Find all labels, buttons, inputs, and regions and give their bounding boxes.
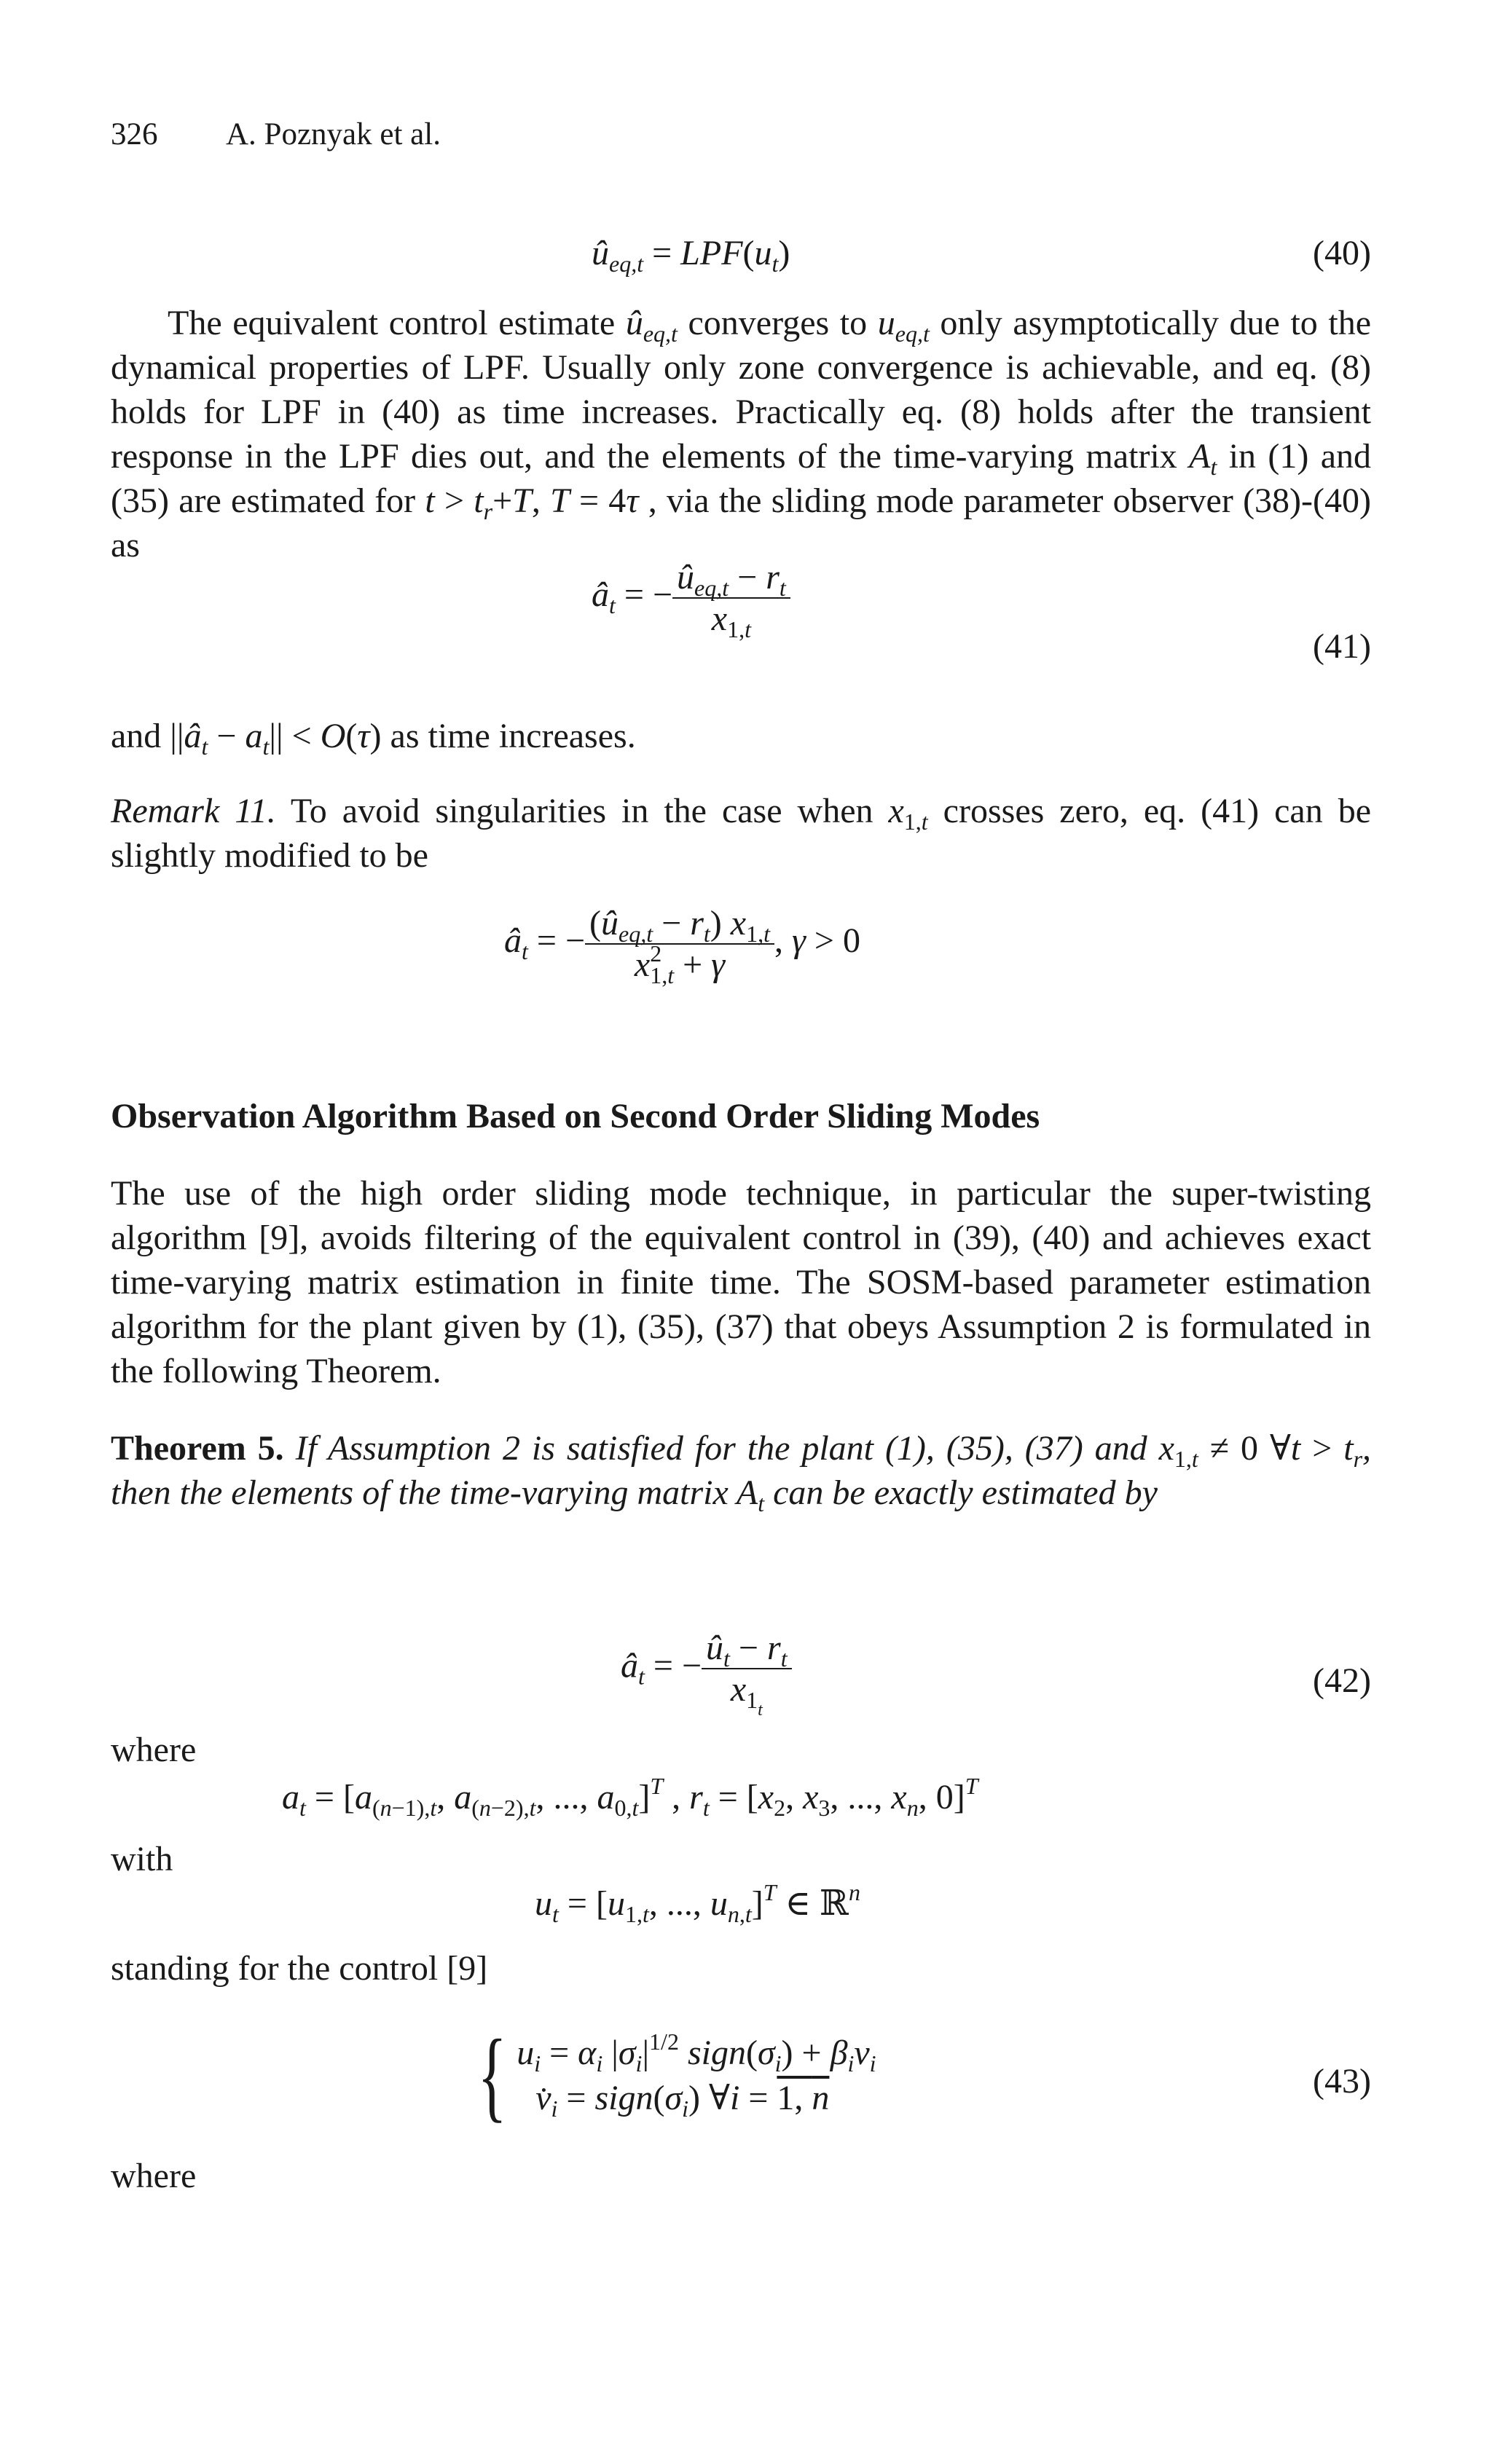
paragraph: The use of the high order sliding mode technique, in particular the super-twisting algorithm [9], avoids filtering of the equivalent control in (39), (40) and achieves exact time-varying matrix estimation in finite time. The SOSM-based parameter estimation algorithm for the plant given by (1), (35), (37) that obeys Assumption 2 is formulated in the following Theorem.: [111, 1174, 1371, 1390]
page-number: 326: [111, 117, 158, 151]
equation-number: (40): [1313, 234, 1371, 272]
running-authors: A. Poznyak et al.: [226, 117, 441, 151]
equation-number: (42): [1313, 1661, 1371, 1700]
paragraph: and $||â_t - a_t|| < O(\tau)$ as time increases.: [111, 717, 636, 760]
word-with: with: [111, 1840, 173, 1878]
word-where: where: [111, 2157, 197, 2195]
equation-number: (41): [1313, 627, 1371, 666]
theorem: Theorem 5. If Assumption 2 is satisfied for the plant (1), (35), (37) and $x_{1,t} \ne 0$ ∀t > $t_r$, then the elements of the time-varying matrix $A_t$ can be exactly estimated by: [111, 1429, 1372, 1516]
paragraph: The equivalent control estimate $û_{eq,t}$ converges to $u_{eq,t}$ only asymptotically due to the dynamical properties of LPF. Usually only zone convergence is achievable, and eq. (8) holds for LPF in (40) as time increases. Practically eq. (8) holds after the transient response in the LPF dies out, and the elements of the time-varying matrix $A_t$ in (1) and (35) are estimated for $t > t_r+T$, T = 4τ , via the sliding mode parameter observer (38)-(40) as: [111, 304, 1372, 564]
word-where: where: [111, 1731, 197, 1769]
standing-for-text: standing for the control [9]: [111, 1949, 488, 1988]
remark-label: Remark 11.: [111, 792, 276, 830]
section-heading: Observation Algorithm Based on Second Order Sliding Modes: [111, 1097, 1040, 1135]
equation-number: (43): [1313, 2062, 1371, 2101]
remark: Remark 11. To avoid singularities in the case when $x_{1,t}$ crosses zero, eq. (41) can be slightly modified to be: [111, 792, 1371, 875]
theorem-label: Theorem 5.: [111, 1429, 284, 1468]
